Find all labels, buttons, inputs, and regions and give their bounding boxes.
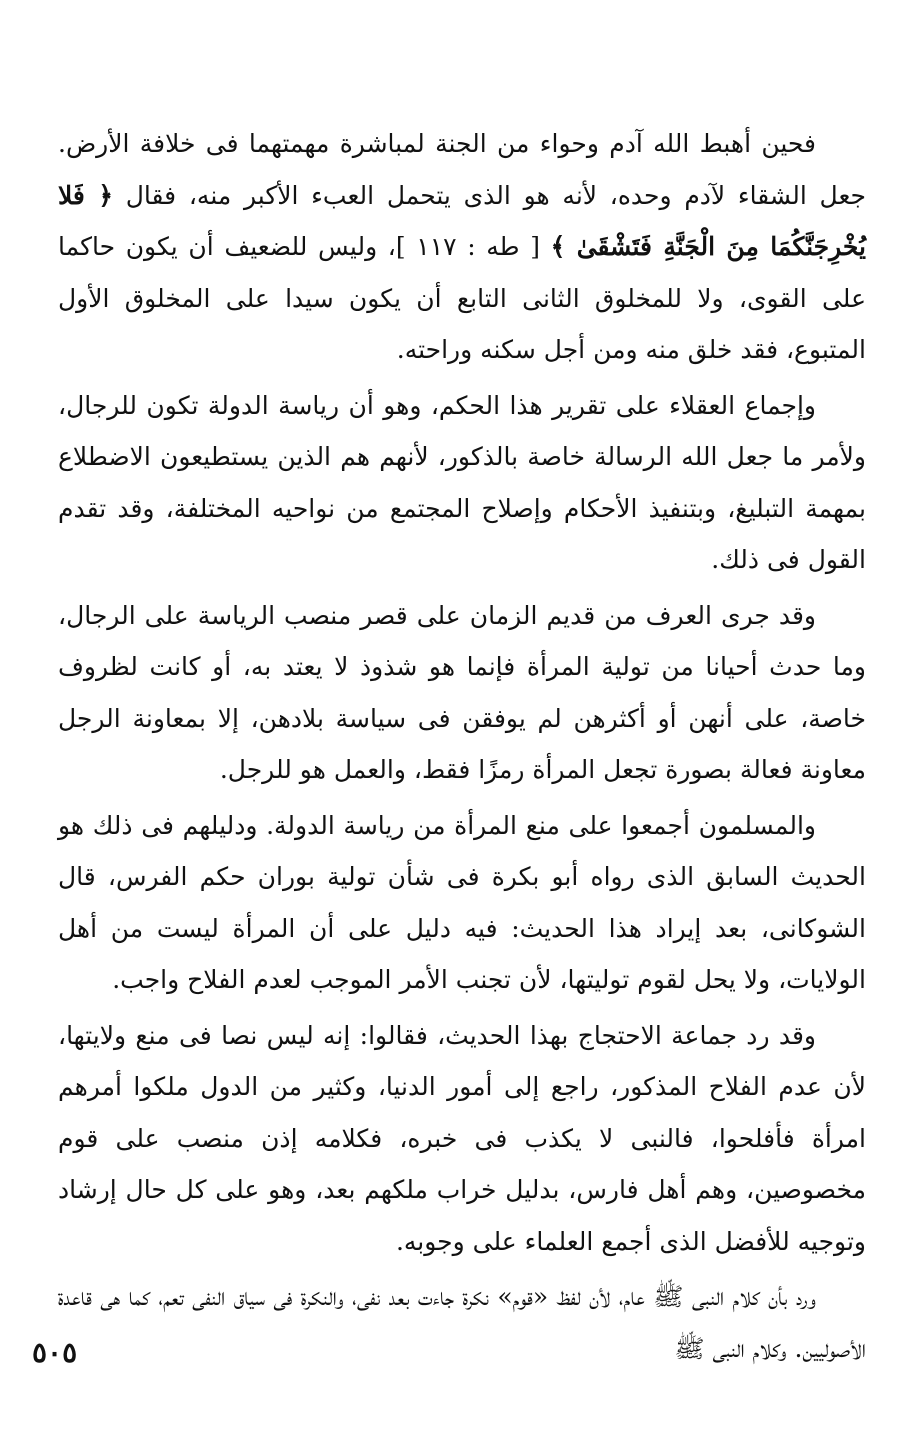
paragraph-1-after: [ طه : ١١٧ ]، وليس للضعيف أن يكون حاكما على القوى، ولا للمخلوق الثانى التابع أن يكون سيدا على المخلوق الأول المتبوع، فقد خلق منه ومن أجل سكنه وراحته.	[58, 232, 866, 364]
paragraph-5: وقد رد جماعة الاحتجاج بهذا الحديث، فقالوا: إنه ليس نصا فى منع ولايتها، لأن عدم الفلاح المذكور، راجع إلى أمور الدنيا، وكثير من الدول ملكوا أمرهم امرأة فأفلحوا، فالنبى لا يكذب فى خبره، فكلامه إذن منصب على قوم مخصوصين، وهم أهل فارس، بدليل خراب ملكهم بعد، وهو على كل حال إرشاد وتوجيه للأفضل الذى أجمع العلماء على وجوبه.	[58, 1020, 866, 1256]
paragraph-3: وقد جرى العرف من قديم الزمان على قصر منصب الرياسة على الرجال، وما حدث أحيانا من تولية المرأة فإنما هو شذوذ لا يعتد به، أو كانت لظروف خاصة، على أنهن أو أكثرهن لم يوفقن فى سياسة بلادهن، إلا بمعاونة الرجل معاونة فعالة بصورة تجعل المرأة رمزًا فقط، والعمل هو للرجل.	[58, 600, 866, 784]
paragraph-4: والمسلمون أجمعوا على منع المرأة من رياسة الدولة. ودليلهم فى ذلك هو الحديث السابق الذى رواه أبو بكرة فى شأن تولية بوران حكم الفرس، قال الشوكانى، بعد إيراد هذا الحديث: فيه دليل على أن المرأة ليست من أهل الولايات، ولا يحل لقوم توليتها، لأن تجنب الأمر الموجب لعدم الفلاح واجب.	[58, 810, 866, 994]
page-body	[58, 118, 867, 1363]
paragraph-1	[58, 118, 866, 376]
page-number: ٥٠٥	[32, 1336, 78, 1369]
paragraph-1-before: فحين أهبط الله آدم وحواء من الجنة لمباشرة مهمتهما فى خلافة الأرض. جعل الشقاء لآدم وحده، لأنه هو الذى يتحمل العبء الأكبر منه، فقال	[58, 129, 866, 210]
paragraph-6: ورد بأن كلام النبى ﷺ عام، لأن لفظ «قوم» نكرة جاءت بعد نفى، والنكرة فى سياق النفى تعم، كما هى قاعدة الأصوليين. وكلام النبى ﷺ	[58, 1282, 866, 1363]
quran-verse: ﴿ فَلا يُخْرِجَنَّكُمَا مِنَ الْجَنَّةِ فَتَشْقَىٰ ﴾	[58, 180, 867, 261]
paragraph-2: وإجماع العقلاء على تقرير هذا الحكم، وهو أن رياسة الدولة تكون للرجال، ولأمر ما جعل الله الرسالة خاصة بالذكور، لأنهم هم الذين يستطيعون الاضطلاع بمهمة التبليغ، وبتنفيذ الأحكام وإصلاح المجتمع من نواحيه المختلفة، وقد تقدم القول فى ذلك.	[58, 390, 866, 574]
